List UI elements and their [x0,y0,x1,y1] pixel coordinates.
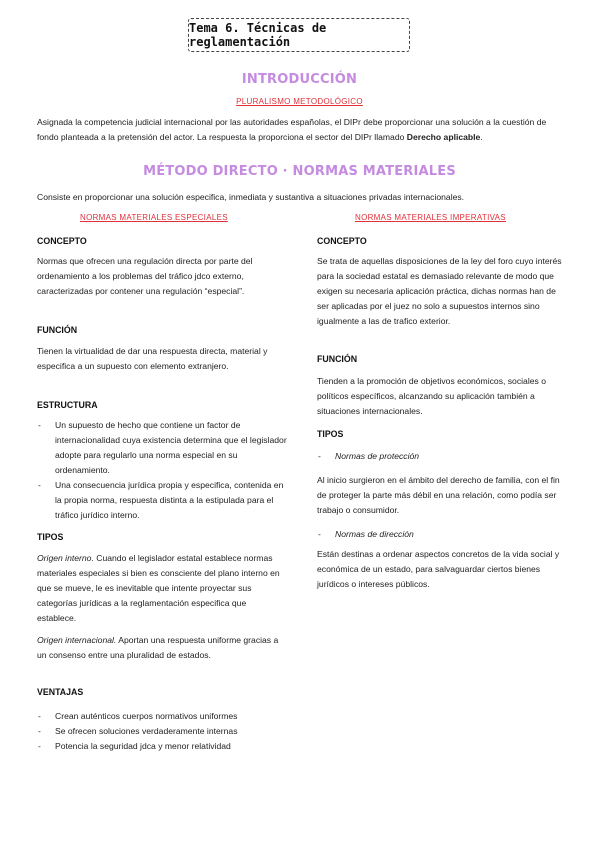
left-estructura-item-2: Una consecuencia jurídica propia y especifica, contenida en la propia norma, respuesta distinta a la estipulada para el tráfico jurídico interno. [55,480,284,520]
right-concepto-text: Se trata de aquellas disposiciones de la ley del foro cuyo interés para la sociedad estatal es demasiado relevante de modo que exigen su necesaria aplicación práctica, dichas normas han de ser aplicadas por el juez no solo a supuestos internos sino igualmente a las de trafico exterior. [317,256,562,326]
left-tipo-1 [37,551,287,626]
intro-heading: INTRODUCCIÓN [241,72,358,87]
left-tipo-1-name: Origen interno. [37,553,94,563]
left-tipo-1-text: Cuando el legislador estatal establece normas materiales especiales si bien es consciente del plano interno en que se mueve, le es inevitable que intente proyectar sus categorías jurídicas a la reglamentación especifica que establece. [37,553,280,623]
left-tipo-2-name: Origen internacional. [37,635,117,645]
list-dash: - [38,726,41,736]
right-tipos-label: TIPOS [317,429,344,439]
left-ventajas-label: VENTAJAS [37,687,84,697]
left-funcion-text: Tienen la virtualidad de dar una respuesta directa, material y especifica a un supuesto con elemento extranjero. [37,346,268,371]
right-funcion-label: FUNCIÓN [317,354,358,364]
right-tipo-2-name: Normas de dirección [335,529,414,539]
intro-paragraph [37,115,565,145]
intro-subheading: PLURALISMO METODOLÓGICO [236,97,363,106]
document-title: Tema 6. Técnicas de reglamentación [188,18,410,52]
method-paragraph: Consiste en proporcionar una solución especifica, inmediata y sustantiva a situaciones privadas internacionales. [37,192,465,202]
left-tipos-label: TIPOS [37,532,64,542]
right-tipo-2-text: Están destinas a ordenar aspectos concretos de la vida social y económica de un estado, para salvaguardar ciertos bienes jurídicos o intereses públicos. [317,549,560,589]
right-funcion-text: Tienden a la promoción de objetivos económicos, sociales o políticos específicos, alcanzando su aplicación también a situaciones internacionales. [317,376,546,416]
list-dash: - [38,420,41,430]
method-heading: MÉTODO DIRECTO · NORMAS MATERIALES [143,164,456,179]
left-ventajas-item-3: Potencia la seguridad jdca y menor relatividad [55,741,231,751]
left-estructura-item-1: Un supuesto de hecho que contiene un factor de internacionalidad cuya existencia determina que el legislador adopte para regularlo una norma especial en su ordenamiento. [55,420,287,475]
right-concepto-label: CONCEPTO [317,236,367,246]
intro-text-bold: Derecho aplicable [406,132,481,142]
left-concepto-label: CONCEPTO [37,236,87,246]
right-tipo-1-text: Al inicio surgieron en el ámbito del derecho de familia, con el fin de proteger la parte más débil en una relación, como podía ser trabajo o consumidor. [317,475,560,515]
left-tipo-2-text: Aportan una respuesta uniforme gracias a un consenso entre una pluralidad de estados. [37,635,279,660]
list-dash: - [38,480,41,490]
list-dash: - [38,741,41,751]
intro-text: Asignada la competencia judicial internacional por las autoridades españolas, el DIPr debe proporcionar una solución a la cuestión de fondo planteada a la pretensión del actor. La respuesta la proporciona el sector del DIPr llamado [37,117,547,142]
left-heading: NORMAS MATERIALES ESPECIALES [80,213,228,222]
intro-text-end: . [480,132,483,142]
left-ventajas-item-1: Crean auténticos cuerpos normativos uniformes [55,711,238,721]
left-concepto-text: Normas que ofrecen una regulación directa por parte del ordenamiento a los problemas del tráfico jdco externo, caracterizadas por contener una regulación “especial”. [37,256,253,296]
list-dash: - [38,711,41,721]
right-heading: NORMAS MATERIALES IMPERATIVAS [355,213,506,222]
left-estructura-label: ESTRUCTURA [37,400,98,410]
list-dash: - [318,451,321,461]
right-tipo-1-name: Normas de protección [335,451,420,461]
left-funcion-label: FUNCIÓN [37,325,78,335]
left-ventajas-item-2: Se ofrecen soluciones verdaderamente internas [55,726,238,736]
list-dash: - [318,529,321,539]
left-tipo-2 [37,633,287,663]
